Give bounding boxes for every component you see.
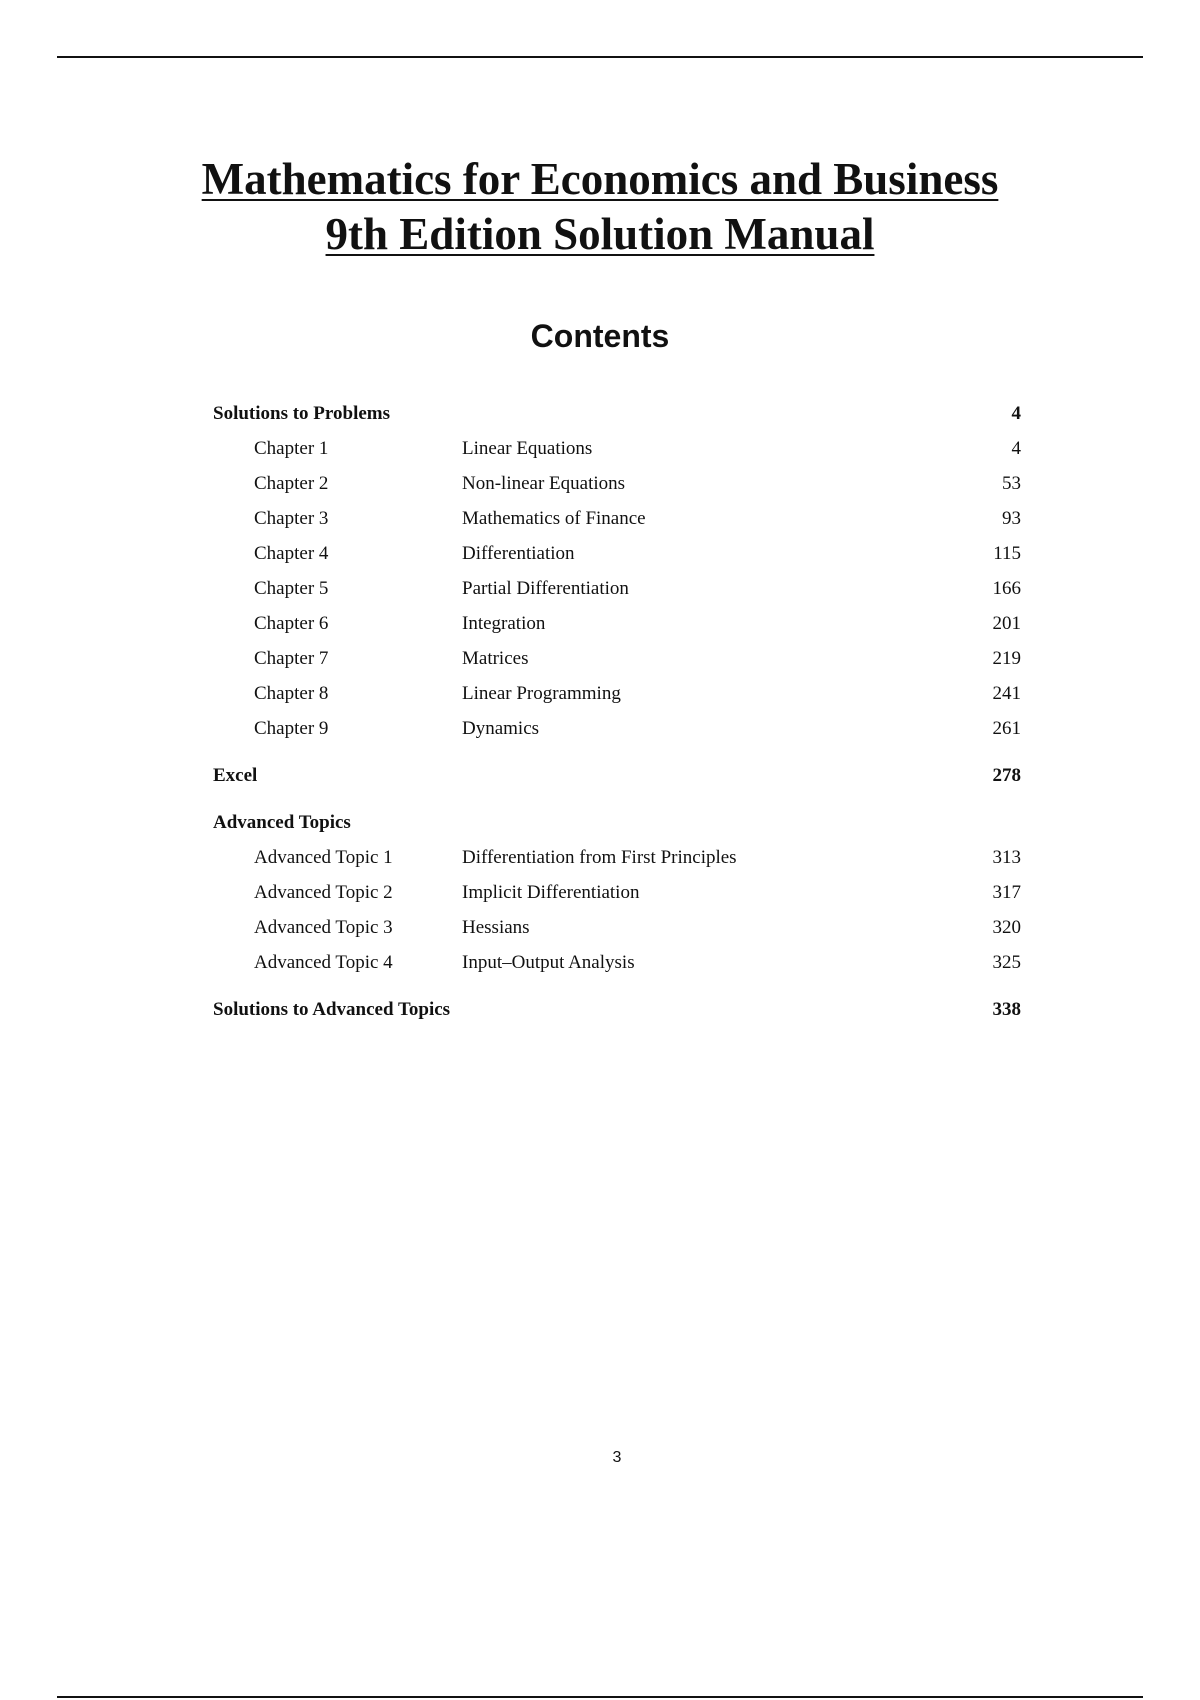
- toc-entry-label: Chapter 4: [254, 543, 329, 564]
- toc-section-page: 4: [1011, 403, 1021, 424]
- title-line-2: 9th Edition Solution Manual: [325, 209, 875, 259]
- toc-entry-chapter-2[interactable]: [213, 469, 1021, 504]
- toc-entry-chapter-9[interactable]: [213, 714, 1021, 749]
- toc-entry-title: Mathematics of Finance: [462, 508, 646, 529]
- toc-entry-page: 166: [992, 578, 1021, 599]
- top-rule: [57, 56, 1143, 58]
- toc-entry-chapter-7[interactable]: [213, 644, 1021, 679]
- toc-section-label: Excel: [213, 765, 258, 786]
- toc-entry-advanced-topic-4[interactable]: [213, 948, 1021, 983]
- toc-entry-title: Differentiation from First Principles: [462, 847, 737, 868]
- toc-entry-chapter-5[interactable]: [213, 574, 1021, 609]
- toc-entry-page: 4: [1011, 438, 1021, 459]
- toc-entry-label: Advanced Topic 2: [254, 882, 393, 903]
- toc-entry-label: Chapter 2: [254, 473, 329, 494]
- toc-entry-chapter-8[interactable]: [213, 679, 1021, 714]
- toc-entry-title: Dynamics: [462, 718, 540, 739]
- toc-entry-page: 93: [1002, 508, 1021, 529]
- table-of-contents: [213, 399, 1021, 1030]
- toc-entry-label: Chapter 3: [254, 508, 329, 529]
- toc-entry-label: Advanced Topic 3: [254, 917, 393, 938]
- toc-entry-chapter-3[interactable]: [213, 504, 1021, 539]
- toc-entry-title: Linear Equations: [462, 438, 593, 459]
- toc-entry-label: Chapter 5: [254, 578, 329, 599]
- toc-entry-label: Chapter 6: [254, 613, 329, 634]
- toc-section-label: Advanced Topics: [213, 812, 351, 833]
- toc-entry-page: 115: [993, 543, 1021, 564]
- toc-entry-page: 201: [992, 613, 1021, 634]
- page-number: 3: [612, 1449, 622, 1466]
- toc-entry-page: 313: [992, 847, 1021, 868]
- toc-entry-page: 325: [992, 952, 1021, 973]
- toc-entry-title: Differentiation: [462, 543, 575, 564]
- toc-entry-chapter-4[interactable]: [213, 539, 1021, 574]
- document-title: [0, 152, 1200, 262]
- toc-entry-page: 261: [992, 718, 1021, 739]
- toc-section-label: Solutions to Advanced Topics: [213, 999, 451, 1020]
- toc-entry-label: Chapter 8: [254, 683, 329, 704]
- toc-entry-page: 320: [992, 917, 1021, 938]
- toc-entry-label: Chapter 9: [254, 718, 329, 739]
- toc-entry-page: 53: [1002, 473, 1021, 494]
- toc-entry-chapter-6[interactable]: [213, 609, 1021, 644]
- toc-entry-page: 241: [992, 683, 1021, 704]
- toc-section-label: Solutions to Problems: [213, 403, 391, 424]
- toc-section-page: 278: [992, 765, 1021, 786]
- toc-entry-title: Input–Output Analysis: [462, 952, 635, 973]
- title-line-1: Mathematics for Economics and Business: [201, 154, 999, 204]
- toc-entry-label: Chapter 1: [254, 438, 329, 459]
- toc-entry-advanced-topic-3[interactable]: [213, 913, 1021, 948]
- toc-entry-advanced-topic-2[interactable]: [213, 878, 1021, 913]
- toc-entry-title: Non-linear Equations: [462, 473, 626, 494]
- toc-entry-chapter-1[interactable]: [213, 434, 1021, 469]
- toc-section-page: 338: [992, 999, 1021, 1020]
- toc-section-solutions-to-problems[interactable]: [213, 399, 1021, 434]
- toc-section-excel[interactable]: [213, 761, 1021, 796]
- toc-entry-label: Advanced Topic 4: [254, 952, 393, 973]
- toc-section-advanced-topics[interactable]: [213, 808, 1021, 843]
- contents-heading: Contents: [530, 318, 670, 354]
- toc-entry-page: 317: [992, 882, 1021, 903]
- toc-entry-title: Linear Programming: [462, 683, 621, 704]
- toc-entry-label: Chapter 7: [254, 648, 329, 669]
- bottom-rule: [57, 1696, 1143, 1698]
- toc-entry-advanced-topic-1[interactable]: [213, 843, 1021, 878]
- toc-entry-title: Partial Differentiation: [462, 578, 629, 599]
- toc-entry-label: Advanced Topic 1: [254, 847, 393, 868]
- toc-entry-title: Implicit Differentiation: [462, 882, 640, 903]
- toc-entry-title: Matrices: [462, 648, 529, 669]
- toc-entry-title: Integration: [462, 613, 546, 634]
- toc-entry-page: 219: [992, 648, 1021, 669]
- toc-entry-title: Hessians: [462, 917, 530, 938]
- toc-section-solutions-to-advanced-topics[interactable]: [213, 995, 1021, 1030]
